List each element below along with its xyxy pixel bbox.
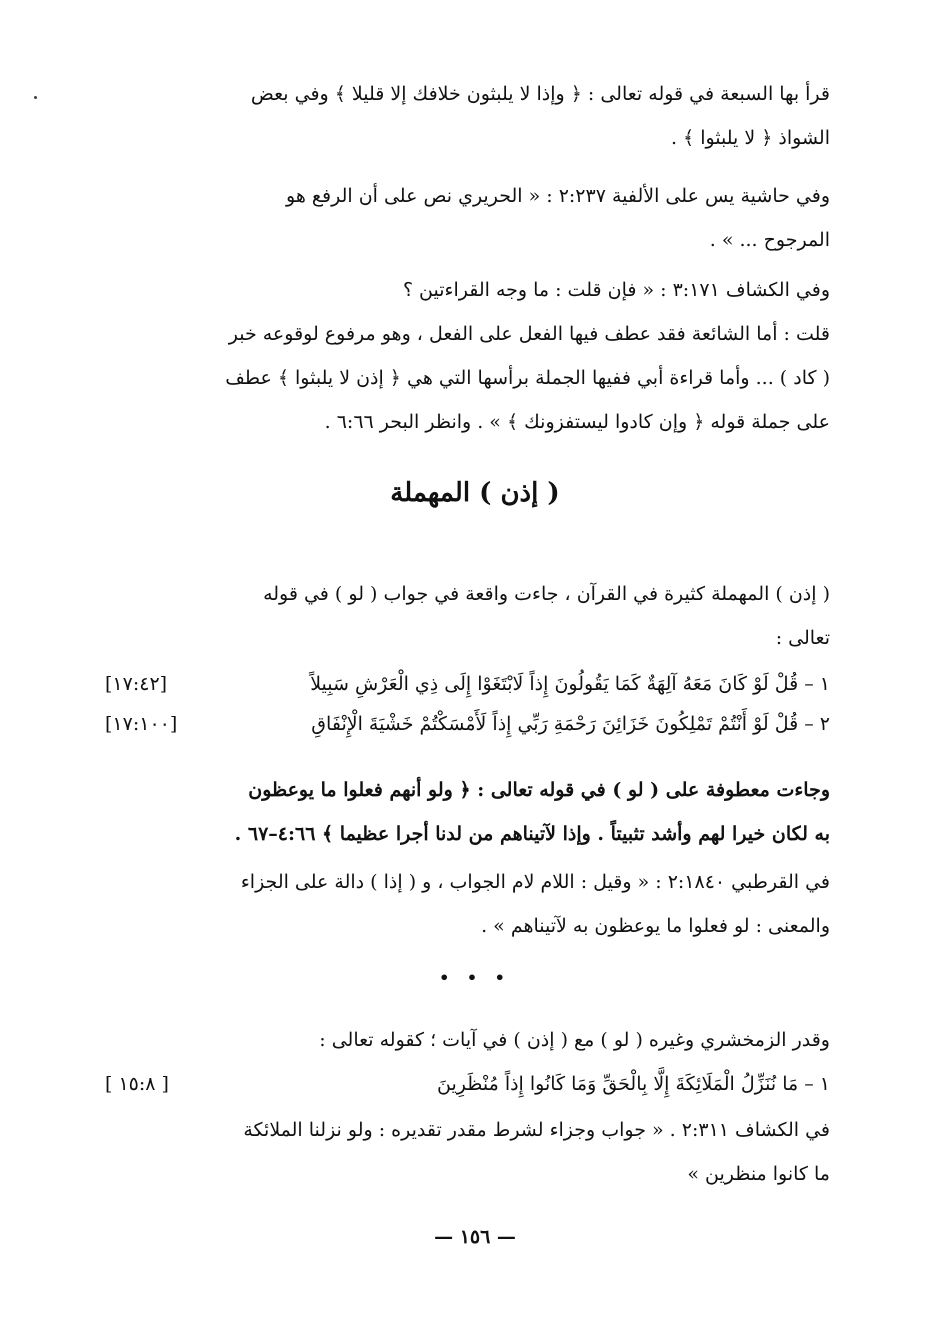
paragraph-kashshaf-answer	[105, 312, 830, 444]
verse-text: ٢ – قُلْ لَوْ أَنْتُمْ تَمْلِكُونَ خَزَائِنَ رَحْمَةِ رَبِّي إِذاً لَأَمْسَكْتُمْ خَشْيَةَ الْإِنْفَاقِ	[311, 713, 830, 735]
text-line: الشواذ ﴿ لا يلبثوا ﴾ .	[670, 127, 830, 149]
scan-speck	[34, 96, 37, 99]
verse-item	[105, 1062, 830, 1106]
paragraph-idhan-intro	[105, 572, 830, 660]
text-line: وقدر الزمخشري وغيره ( لو ) مع ( إذن ) في آيات ؛ كقوله تعالى :	[319, 1029, 830, 1051]
verse-reference: [ ١٥:٨ ]	[105, 1073, 169, 1095]
section-separator: • • •	[439, 968, 511, 987]
paragraph-kashshaf-question	[105, 268, 830, 312]
text-line: قرأ بها السبعة في قوله تعالى : ﴿ وإذا لا يلبثون خلافك إلا قليلا ﴾ وفي بعض	[250, 83, 830, 105]
paragraph-zamakhshari	[105, 1018, 830, 1106]
text-line: في القرطبي ٢:١٨٤٠ : « وقيل : اللام لام الجواب ، و ( إذا ) دالة على الجزاء	[240, 871, 830, 893]
text-line: على جملة قوله ﴿ وإن كادوا ليستفزونك ﴾ » . وانظر البحر ٦:٦٦ .	[324, 411, 830, 433]
paragraph-coordinated	[105, 768, 830, 856]
paragraph-kashshaf-answer-2	[105, 1108, 830, 1196]
paragraph-seven-readers	[105, 72, 830, 160]
page-number: — ١٥٦ —	[434, 1226, 516, 1248]
text-line: تعالى :	[775, 627, 830, 649]
text-line: والمعنى : لو فعلوا ما يوعظون به لآتيناهم » .	[481, 915, 830, 937]
paragraph-yasin-gloss	[105, 174, 830, 262]
text-line: وفي حاشية يس على الألفية ٢:٢٣٧ : « الحريري نص على أن الرفع هو	[286, 185, 830, 207]
section-heading: ( إذن ) المهملة	[390, 478, 560, 508]
verse-reference: [١٧:١٠٠]	[105, 713, 178, 735]
text-line: وفي الكشاف ٣:١٧١ : « فإن قلت : ما وجه القراءتين ؟	[402, 279, 830, 301]
text-line: ما كانوا منظرين »	[687, 1163, 830, 1185]
text-line: به لكان خيرا لهم وأشد تثبيتاً . وإذا لآتيناهم من لدنا أجرا عظيما ﴾ ٤:٦٦–٦٧ .	[234, 823, 830, 845]
verse-text: ١ – مَا نُنَزِّلُ الْمَلَائِكَةَ إِلَّا بِالْحَقِّ وَمَا كَانُوا إِذاً مُنْظَرِينَ	[437, 1073, 830, 1095]
text-line: ( كاد ) ... وأما قراءة أبي ففيها الجملة برأسها التي هي ﴿ إذن لا يلبثوا ﴾ عطف	[225, 367, 830, 389]
verse-text: ١ – قُلْ لَوْ كَانَ مَعَهُ آلِهَةٌ كَمَا يَقُولُونَ إِذاً لَابْتَغَوْا إِلَى ذِي الْعَرْشِ سَبِيلاً	[310, 673, 830, 695]
text-line: وجاءت معطوفة على ( لو ) في قوله تعالى : ﴿ ولو أنهم فعلوا ما يوعظون	[248, 779, 830, 801]
verse-list	[105, 664, 830, 744]
text-line: قلت : أما الشائعة فقد عطف فيها الفعل على الفعل ، وهو مرفوع لوقوعه خبر	[228, 323, 830, 345]
paragraph-qurtubi	[105, 860, 830, 948]
text-line: في الكشاف ٢:٣١١ . « جواب وجزاء لشرط مقدر تقديره : ولو نزلنا الملائكة	[243, 1119, 830, 1141]
verse-reference: [١٧:٤٢]	[105, 673, 168, 695]
text-line: المرجوح ... » .	[709, 229, 830, 251]
text-line: ( إذن ) المهملة كثيرة في القرآن ، جاءت واقعة في جواب ( لو ) في قوله	[263, 583, 830, 605]
verse-item	[105, 704, 830, 744]
verse-item	[105, 664, 830, 704]
